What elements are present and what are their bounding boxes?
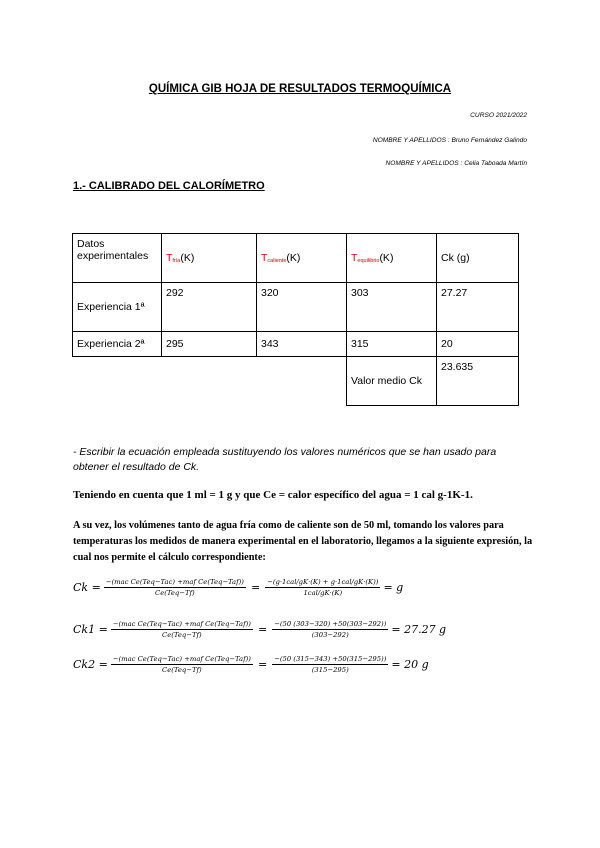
fraction-general: $\frac{\text{−(mac Ce(Teq−Tac) +maf Ce(Teq−Taf))}}{\text{Ce(Teq−Tf)}}$ (112, 655, 251, 674)
row-label: Experiencia 2ª (73, 332, 162, 357)
document-title: QUÍMICA GIB HOJA DE RESULTADOS TERMOQUÍMICA (148, 83, 452, 95)
fraction-general: $\frac{\text{−(mac Ce(Teq−Tac) +maf Ce(Teq−Taf))}}{\text{Ce(Teq−Tf)}}$ (105, 578, 244, 597)
mean-label: Valor medio Ck (347, 357, 437, 406)
table-row (73, 332, 519, 357)
course-label: CURSO 2021/2022 (470, 112, 527, 119)
fraction-units: $\frac{\text{−(g·1cal/gK·(K) + g·1cal/gK·(K))}}{\text{1cal/gK·(K)}}$ (267, 578, 379, 597)
statement-text: Teniendo en cuenta que 1 ml = 1 g y que Ce = calor específico del agua = 1 cal g-1K-1. (73, 489, 473, 501)
explanation-paragraph: A su vez, los volúmenes tanto de agua fría como de caliente son de 50 ml, tomando los valores para temperaturas los medidos de manera experimental en el laboratorio, llegamos a la siguiente expresión, la cual nos permite el cálculo correspondiente: (73, 520, 533, 563)
fraction-general: $\frac{\text{−(mac Ce(Teq−Tac) +maf Ce(Teq−Taf))}}{\text{Ce(Teq−Tf)}}$ (112, 620, 251, 639)
section-heading: 1.- CALIBRADO DEL CALORÍMETRO (73, 180, 265, 192)
fraction-values: $\frac{-(50 (303-320) +50(303-292))}{(303-292)}$ (274, 620, 387, 639)
cell-t-cold: 292 (162, 283, 257, 332)
cell-t-eq: 303 (347, 283, 437, 332)
cell-ck: 27.27 (437, 283, 519, 332)
header-cell-t-eq: $T_{equilibrio}(K)$ (347, 234, 437, 283)
instruction-text: - Escribir la ecuación empleada sustituyendo los valores numéricos que se han usado para obtener el resultado de Ck. (73, 446, 497, 473)
author-1: NOMBRE Y APELLIDOS : Bruno Fernández Galindo (372, 137, 527, 144)
header-cell-t-cold: $T_{fría}(K)$ (162, 234, 257, 283)
cell-t-hot: 320 (257, 283, 347, 332)
cell-t-eq: 315 (347, 332, 437, 357)
cell-t-cold: 295 (162, 332, 257, 357)
equation-ck: Ck = $\frac{\text{−(mac Ce(Teq−Tac) +maf Ce(Teq−Taf))}}{\text{Ce(Teq−Tf)}}$ = $\frac{\text{−(g·1cal/gK·(K) + g·1cal/gK·(K))}}{\text{1cal/gK·(K)}}$ = g (73, 578, 404, 597)
mean-value: 23.635 (437, 357, 519, 406)
cell-t-hot: 343 (257, 332, 347, 357)
equation-ck2: Ck2 = $\frac{\text{−(mac Ce(Teq−Tac) +maf Ce(Teq−Taf))}}{\text{Ce(Teq−Tf)}}$ = $\frac{-(50 (315-343) +50(315-295))}{(315-295)}$ = 20 g (73, 655, 429, 674)
results-table (72, 233, 519, 406)
table-row (73, 283, 519, 332)
fraction-values: $\frac{-(50 (315-343) +50(315-295))}{(315-295)}$ (274, 655, 387, 674)
table-row-mean (73, 357, 519, 406)
header-cell-t-hot: $T_{caliente}(K)$ (257, 234, 347, 283)
header-cell-ck: Ck (g) (437, 234, 519, 283)
header-cell-data: Datos experimentales (73, 234, 162, 283)
equation-ck1: Ck1 = $\frac{\text{−(mac Ce(Teq−Tac) +maf Ce(Teq−Taf))}}{\text{Ce(Teq−Tf)}}$ = $\frac{-(50 (303-320) +50(303-292))}{(303-292)}$ = 27.27 g (73, 620, 447, 639)
cell-ck: 20 (437, 332, 519, 357)
author-2: NOMBRE Y APELLIDOS : Celia Taboada Martín (385, 160, 527, 167)
row-label: Experiencia 1ª (73, 283, 162, 332)
